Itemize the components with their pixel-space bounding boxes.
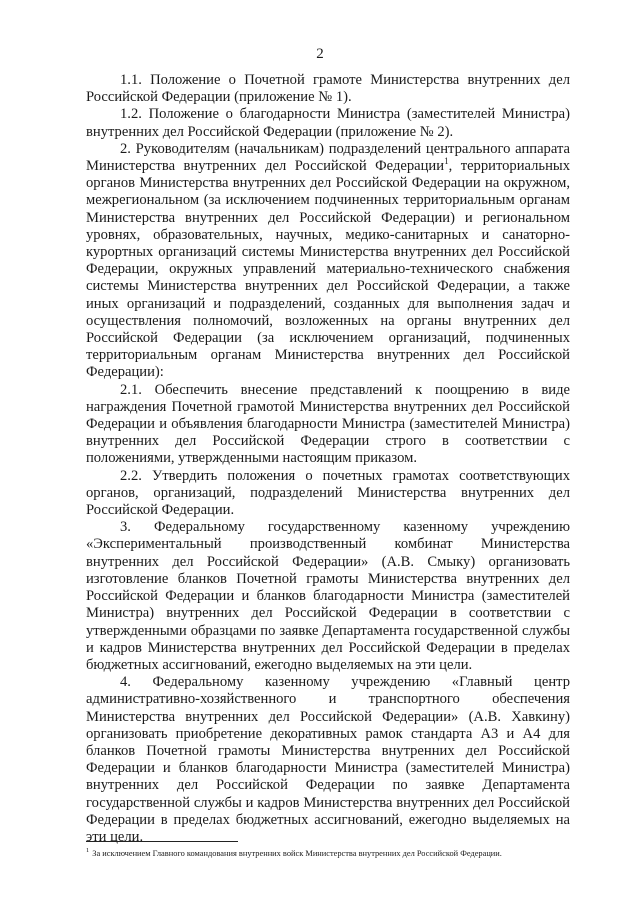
footnote-marker: 1 xyxy=(86,847,90,855)
paragraph-1-1: 1.1. Положение о Почетной грамоте Министерства внутренних дел Российской Федерации (приложение № 1). xyxy=(86,72,570,106)
footnote-divider xyxy=(86,841,238,842)
paragraph-2-2: 2.2. Утвердить положения о почетных грамотах соответствующих органов, организаций, подразделений Министерства внутренних дел Российской Федерации. xyxy=(86,467,570,519)
footnote-reference: 1 xyxy=(444,156,449,167)
paragraph-2-lead: 2. Руководителям (начальникам) подразделений центрального аппарата Министерства внутренних дел Российской Федерации xyxy=(86,140,570,175)
document-body xyxy=(86,72,570,846)
paragraph-2 xyxy=(86,141,570,382)
footnote-text: За исключением Главного командования внутренних войск Министерства внутренних дел Российской Федерации. xyxy=(92,849,502,858)
paragraph-2-rest: , территориальных органов Министерства внутренних дел Российской Федерации на окружном, межрегиональном (за исключением подчиненных территориальным органам Министерства внутренних дел Российской Федерации) и региональном уровнях, образовательных, научных, медико-санитарных и санаторно-курортных организаций системы Министерства внутренних дел Российской Федерации, окружных управлений материально-технического снабжения системы Министерства внутренних дел Российской Федерации, а также иных организаций и подразделений, созданных для выполнения задач и осуществления полномочий, возложенных на органы внутренних дел Российской Федерации (за исключением организаций, подчиненных территориальным органам Министерства внутренних дел Российской Федерации): xyxy=(86,158,570,381)
paragraph-2-1: 2.1. Обеспечить внесение представлений к поощрению в виде награждения Почетной грамотой Министерства внутренних дел Российской Федерации и объявления благодарности Министра (заместителей Министра) внутренних дел Российской Федерации строго в соответствии с положениями, утвержденными настоящим приказом. xyxy=(86,381,570,467)
page-number: 2 xyxy=(316,46,324,62)
footnote xyxy=(86,848,586,859)
paragraph-1-2: 1.2. Положение о благодарности Министра (заместителей Министра) внутренних дел Российской Федерации (приложение № 2). xyxy=(86,106,570,140)
paragraph-3: 3. Федеральному государственному казенному учреждению «Экспериментальный производственный комбинат Министерства внутренних дел Российской Федерации» (А.В. Смыку) организовать изготовление бланков Почетной грамоты Министерства внутренних дел Российской Федерации и бланков благодарности Министра (заместителей Министра) внутренних дел Российской Федерации в соответствии с утвержденными образцами по заявке Департамента государственной службы и кадров Министерства внутренних дел Российской Федерации в пределах бюджетных ассигнований, ежегодно выделяемых на эти цели. xyxy=(86,519,570,673)
paragraph-4: 4. Федеральному казенному учреждению «Главный центр административно-хозяйственного и транспортного обеспечения Министерства внутренних дел Российской Федерации» (А.В. Хавкину) организовать приобретение декоративных рамок стандарта А3 и А4 для бланков Почетной грамоты Министерства внутренних дел Российской Федерации и бланков благодарности Министра (заместителей Министра) внутренних дел Российской Федерации по заявке Департамента государственной службы и кадров Министерства внутренних дел Российской Федерации в пределах бюджетных ассигнований, ежегодно выделяемых на эти цели. xyxy=(86,674,570,845)
